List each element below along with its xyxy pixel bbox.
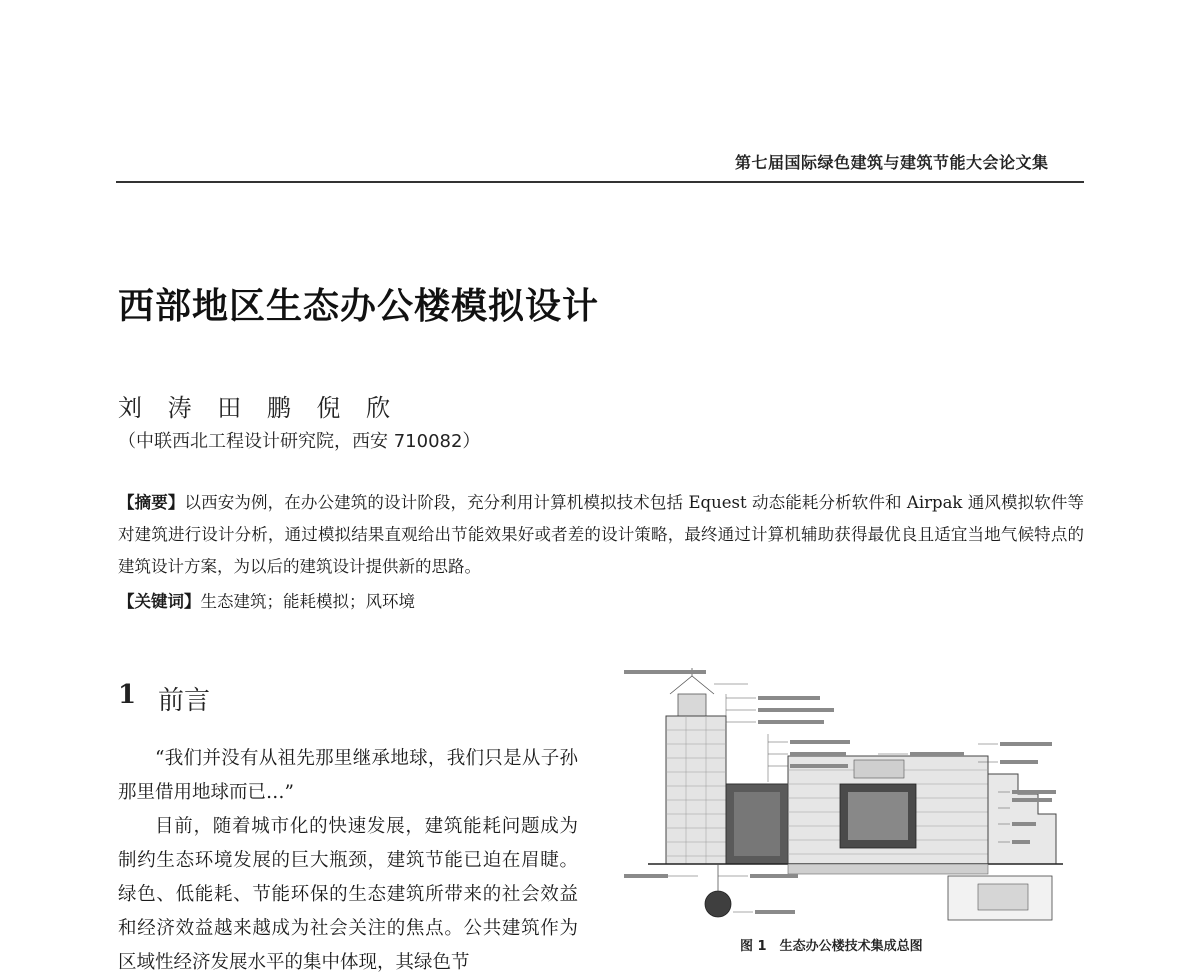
abstract-label: 【摘要】 bbox=[118, 493, 185, 512]
body-paragraph-1: “我们并没有从祖先那里继承地球，我们只是从子孙那里借用地球而已…” bbox=[118, 748, 578, 803]
section-number: 1 bbox=[118, 680, 137, 710]
running-header: 第七届国际绿色建筑与建筑节能大会论文集 bbox=[735, 153, 1049, 172]
figure-building-section bbox=[618, 664, 1068, 930]
keywords-text: 生态建筑；能耗模拟；风环境 bbox=[200, 592, 415, 611]
section-title: 前言 bbox=[158, 686, 211, 716]
keywords bbox=[118, 588, 415, 612]
header-rule bbox=[116, 181, 1084, 183]
abstract bbox=[118, 487, 1084, 583]
keywords-label: 【关键词】 bbox=[118, 592, 201, 611]
body-text bbox=[118, 742, 578, 980]
building-section-drawing bbox=[618, 664, 1068, 930]
paper-title: 西部地区生态办公楼模拟设计 bbox=[118, 286, 600, 327]
authors: 刘 涛 田 鹏 倪 欣 bbox=[118, 394, 391, 422]
abstract-text: 以西安为例，在办公建筑的设计阶段，充分利用计算机模拟技术包括 Equest 动态能耗分析软件和 Airpak 通风模拟软件等对建筑进行设计分析，通过模拟结果直观给出节能效果好或者差的设计策略，最终通过计算机辅助获得最优良且适宜当地气候特点的建筑设计方案，为以后的建筑设计提供新的思路。 bbox=[118, 493, 1085, 576]
affiliation: （中联西北工程设计研究院，西安 710082） bbox=[118, 431, 481, 452]
body-paragraph-2: 目前，随着城市化的快速发展，建筑能耗问题成为制约生态环境发展的巨大瓶颈，建筑节能已迫在眉睫。绿色、低能耗、节能环保的生态建筑所带来的社会效益和经济效益越来越成为社会关注的焦点。公共建筑作为区域性经济发展水平的集中体现，其绿色节 bbox=[118, 816, 578, 973]
figure-caption: 图 1 生态办公楼技术集成总图 bbox=[740, 939, 923, 954]
